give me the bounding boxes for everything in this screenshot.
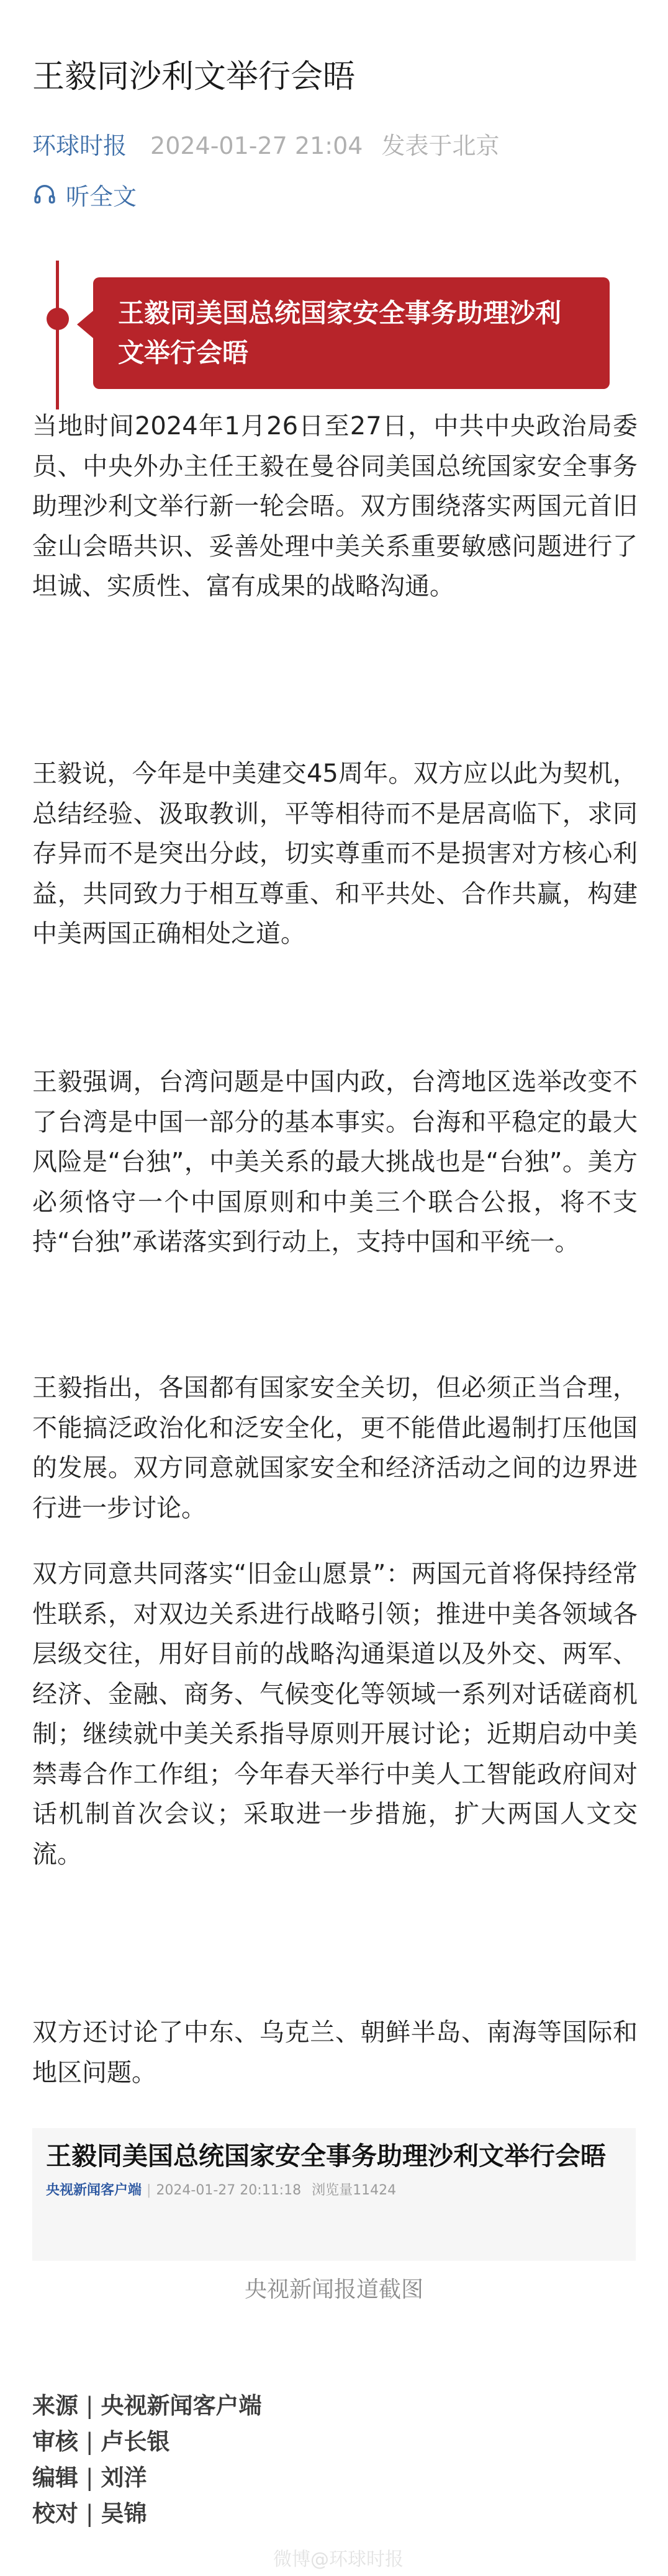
publish-datetime: 2024-01-27 21:04 (150, 132, 363, 159)
screenshot-views: 浏览量11424 (312, 2183, 397, 2198)
publish-location: 发表于北京 (381, 132, 500, 159)
listen-label: 听全文 (66, 182, 137, 210)
highlight-rule (56, 261, 59, 409)
listen-button[interactable] (32, 176, 137, 213)
screenshot-separator: | (147, 2183, 151, 2198)
credit-name: 央视新闻客户端 (101, 2392, 262, 2419)
screenshot-source: 央视新闻客户端 (46, 2183, 142, 2198)
credit-separator: | (86, 2500, 94, 2527)
paragraph-5: 双方同意共同落实“旧金山愿景”：两国元首将保持经常性联系，对双边关系进行战略引领；推进中美各领域各层级交往，用好目前的战略沟通渠道以及外交、两军、经济、金融、商务、气候变化等领域一系列对话磋商机制；继续就中美关系指导原则开展讨论；近期启动中美禁毒合作工作组；今年春天举行中美人工智能政府间对话机制首次会议；采取进一步措施，扩大两国人文交流。 (32, 1560, 638, 1869)
credit-name: 卢长银 (101, 2428, 170, 2455)
paragraph-4: 王毅指出，各国都有国家安全关切，但必须正当合理，不能搞泛政治化和泛安全化，更不能借此遏制打压他国的发展。双方同意就国家安全和经济活动之间的边界进行进一步讨论。 (32, 1374, 638, 1523)
highlight-dot (47, 308, 69, 330)
screenshot-meta (46, 2181, 622, 2200)
credit-source (32, 2390, 261, 2422)
screenshot-caption: 央视新闻报道截图 (244, 2277, 423, 2302)
paragraph-2: 王毅说，今年是中美建交45周年。双方应以此为契机，总结经验、汲取教训，平等相待而不是居高临下，求同存异而不是突出分歧，切实尊重而不是损害对方核心利益，共同致力于相互尊重、和平共处、合作共赢，构建中美两国正确相处之道。 (32, 759, 638, 948)
screenshot-title: 王毅同美国总统国家安全事务助理沙利文举行会晤 (46, 2141, 606, 2171)
paragraph-6: 双方还讨论了中东、乌克兰、朝鲜半岛、南海等国际和地区问题。 (32, 2018, 638, 2087)
credit-role: 审核 (32, 2428, 78, 2455)
credit-separator: | (86, 2392, 94, 2419)
credit-separator: | (86, 2428, 94, 2455)
screenshot-datetime: 2024-01-27 20:11:18 (156, 2183, 302, 2198)
paragraph-3: 王毅强调，台湾问题是中国内政，台湾地区选举改变不了台湾是中国一部分的基本事实。台海和平稳定的最大风险是“台独”，中美关系的最大挑战也是“台独”。美方必须恪守一个中国原则和中美三个联合公报，将不支持“台独”承诺落实到行动上，支持中国和平统一。 (32, 1068, 638, 1256)
credit-role: 校对 (32, 2500, 78, 2527)
credit-separator: | (86, 2464, 94, 2491)
headphones-icon (32, 182, 57, 207)
source-link[interactable]: 环球时报 (32, 132, 127, 159)
weibo-watermark: 微博@环球时报 (273, 2549, 404, 2570)
credit-reviewer (32, 2426, 169, 2458)
paragraph-1: 当地时间2024年1月26日至27日，中共中央政治局委员、中央外办主任王毅在曼谷同美国总统国家安全事务助理沙利文举行新一轮会晤。双方围绕落实两国元首旧金山会晤共识、妥善处理中美关系重要敏感问题进行了坦诚、实质性、富有成果的战略沟通。 (32, 412, 638, 601)
credit-name: 吴锦 (101, 2500, 147, 2527)
highlight-box: 王毅同美国总统国家安全事务助理沙利文举行会晤 (93, 277, 610, 389)
credit-role: 编辑 (32, 2464, 78, 2491)
credit-proofreader (32, 2498, 147, 2530)
credit-name: 刘洋 (101, 2464, 147, 2491)
news-screenshot (32, 2128, 636, 2261)
credit-role: 来源 (32, 2392, 78, 2419)
article-title: 王毅同沙利文举行会晤 (32, 58, 356, 96)
article-meta (32, 127, 499, 164)
credit-editor (32, 2462, 147, 2494)
